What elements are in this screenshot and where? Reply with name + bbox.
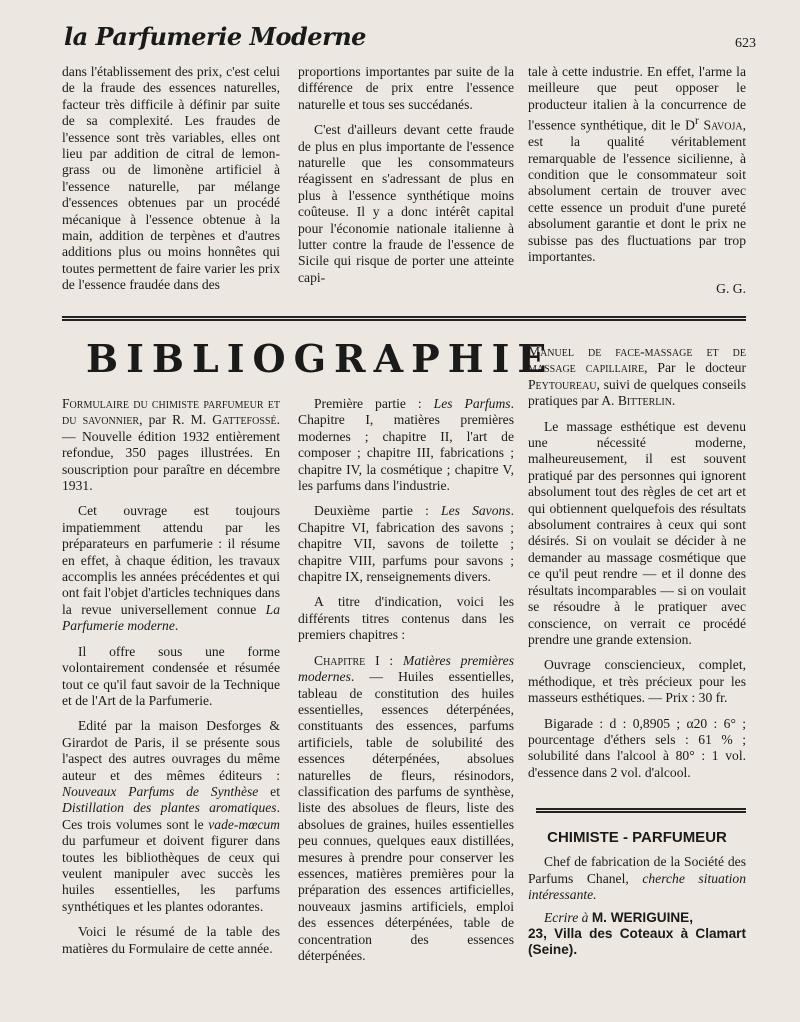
review-paragraph: A titre d'indication, voici les différents titres contenus dans les premiers chapitres : <box>298 594 514 643</box>
review-paragraph: Deuxième partie : Les Savons. Chapitre VI, fabrication des savons ; chapitre VII, savons de toilette ; chapitre VIII, parfums pour savons ; chapitre IX, renseignements divers. <box>298 503 515 585</box>
review-paragraph: Le massage esthétique est devenu une nécessité moderne, malheureusement, il est souvent pratiqué par des personnes qui ignorent absolument tout des règles de cet art et qui obtiennent quelquefois des résultats absolument contraires à ceux qui sont désirés. Si on voulait se décider à ne demander au massage cosmétique que ce qu'il peut rendre — et il donne des résultats incomparables — si on voulait se résoudre à le pratiquer avec conscience, on verrait ce procédé prendre une grande extension. <box>528 418 746 647</box>
article-paragraph: tale à cette industrie. En effet, l'arme la meilleure que peut opposer le producteur italien à la concurrence de l'essence synthétique, dit le $D^r$ Savoja, est la qualité véritablement remarquable de l'essence sicilienne, à condition que le consommateur soit absolument certain de trouver avec cette essence un produit d'une pureté absolument garantie et dont le prix ne subisse pas des fluctuations par trop importantes. <box>528 64 746 264</box>
section-title: BIBLIOGRAPHIE <box>86 336 555 381</box>
classified-ad <box>528 830 746 959</box>
author-name: Peytoureau <box>528 376 597 392</box>
author-name: Savoja <box>703 117 743 133</box>
author-name: Gattefossé <box>212 412 277 428</box>
article-column-1 <box>62 64 280 294</box>
review-paragraph: Première partie : Les Parfums. Chapitre I, matières premières modernes ; chapitre II, l'art de composer ; chapitre III, fabrications ; chapitre IV, la cosmétique ; chapitre V, les parfums dans l'industrie. <box>298 396 514 494</box>
review-paragraph: Bigarade : d : 0,8905 ; α20 : 6° ; pourcentage d'éthers sels : 61 % ; solubilité dans l'alcool à 80° : 1 vol. d'essence dans 2 vol. d'alcool. <box>528 715 746 780</box>
book-title: Formulaire du chimiste parfumeur et du savonnier <box>62 396 280 428</box>
ad-address: 23, Villa des Coteaux à Clamart (Seine). <box>528 926 746 958</box>
signature: G. G. <box>716 281 746 297</box>
article-paragraph: proportions importantes par suite de la différence de prix entre l'essence naturelle et tous ses succédanés. <box>298 64 514 112</box>
ad-divider <box>536 808 746 813</box>
article-column-2 <box>298 64 514 286</box>
review-paragraph: Il offre sous une forme volontairement condensée et résumée tout ce qu'il faut savoir de la Technique et de l'Art de la Parfumerie. <box>62 643 280 708</box>
ad-title: CHIMISTE - PARFUMEUR <box>547 829 727 846</box>
book-entry: Formulaire du chimiste parfumeur et du savonnier, par R. M. Gattefossé. — Nouvelle édition 1932 entièrement refondue, 350 pages illustrées. En souscription pour paraître en décembre 1931. <box>62 396 280 494</box>
review-paragraph: Ouvrage consciencieux, complet, méthodique, et très précieux pour les masseurs esthétiques. — Prix : 30 fr. <box>528 657 746 706</box>
book-entry: Manuel de face-massage et de massage capillaire, Par le docteur Peytoureau, suivi de quelques conseils pratiques par A. Bitterlin. <box>528 344 746 409</box>
bibliography-column-2 <box>298 396 514 964</box>
section-divider <box>62 316 746 321</box>
article-column-3 <box>528 64 746 298</box>
article-paragraph: dans l'établissement des prix, c'est celui de la fraude des essences naturelles, facteur très difficile à définir par suite de sa complexité. Les fraudes de l'essence sont très variables, elles ont lieu par addition de citral de lemon-grass ou de limonène artificiel à l'essence naturelle, par mélange d'essences obtenues par un procédé mécanique à l'essence obtenue à la main, addition de terpènes et d'autres additions plus ou moins honnêtes qui toutes permettent de faire varier les prix de l'essence fraudée dans des <box>62 64 280 293</box>
review-paragraph: Cet ouvrage est toujours impatiemment attendu par les préparateurs en parfumerie : il résume en effet, à chaque édition, les travaux accomplis les années précédentes et qui ont fait l'objet d'articles techniques dans la revue universellement connue La Parfumerie moderne. <box>62 503 280 634</box>
review-paragraph: Chapitre I : Matières premières modernes. — Huiles essentielles, tableau de constitution des huiles essentielles, essences déterpénées, constituants des essences, parfums artificiels, table de solubilité des essences déterpénées, absolues naturelles de fleurs, résinodors, classification des parfums de synthèse, liste des absolues de fleurs, liste des absolues de graines, huiles essentielles peu connues, quelques eaux distillées, mesures à prendre pour conserver les essences, matières premières pour la préparation des essences artificielles, nouveaux jasmins artificiels, emploi des essences déterpénées, table de concentration des essences déterpénées. <box>298 652 514 963</box>
ad-body: Chef de fabrication de la Société des Parfums Chanel, cherche situation intéressante. <box>528 854 747 903</box>
bibliography-column-3 <box>528 344 746 781</box>
bibliography-column-1 <box>62 396 280 957</box>
author-name: Bitterlin <box>617 393 672 409</box>
ad-contact: Ecrire à M. WERIGUINE, <box>544 909 694 925</box>
article-paragraph: C'est d'ailleurs devant cette fraude de plus en plus importante de l'essence naturelle que les consommateurs réagissent en s'adressant de plus en plus à l'essence synthétique moins coûteuse. Il y a donc intérêt capital pour l'économie nationale italienne à lutter contre la fraude de l'essence de Sicile qui risque de porter une atteinte capi- <box>298 122 514 285</box>
book-title: Manuel de face-massage et de massage capillaire <box>528 344 746 376</box>
review-paragraph: Voici le résumé de la table des matières du Formulaire de cette année. <box>62 924 280 956</box>
review-paragraph: Edité par la maison Desforges & Girardot de Paris, il se présente sous l'aspect des autres ouvrages du même auteur et des mêmes éditeurs : Nouveaux Parfums de Synthèse et Distillation des plantes aromatiques. Ces trois volumes sont le vade-mœcum du parfumeur et doivent figurer dans toutes les bibliothèques de ceux qui veulent manipuler avec succès les huiles essentielles, les parfums synthétiques et les plantes odorantes. <box>62 718 280 914</box>
page-number: 623 <box>735 36 756 51</box>
masthead: la Parfumerie Moderne <box>64 22 366 51</box>
